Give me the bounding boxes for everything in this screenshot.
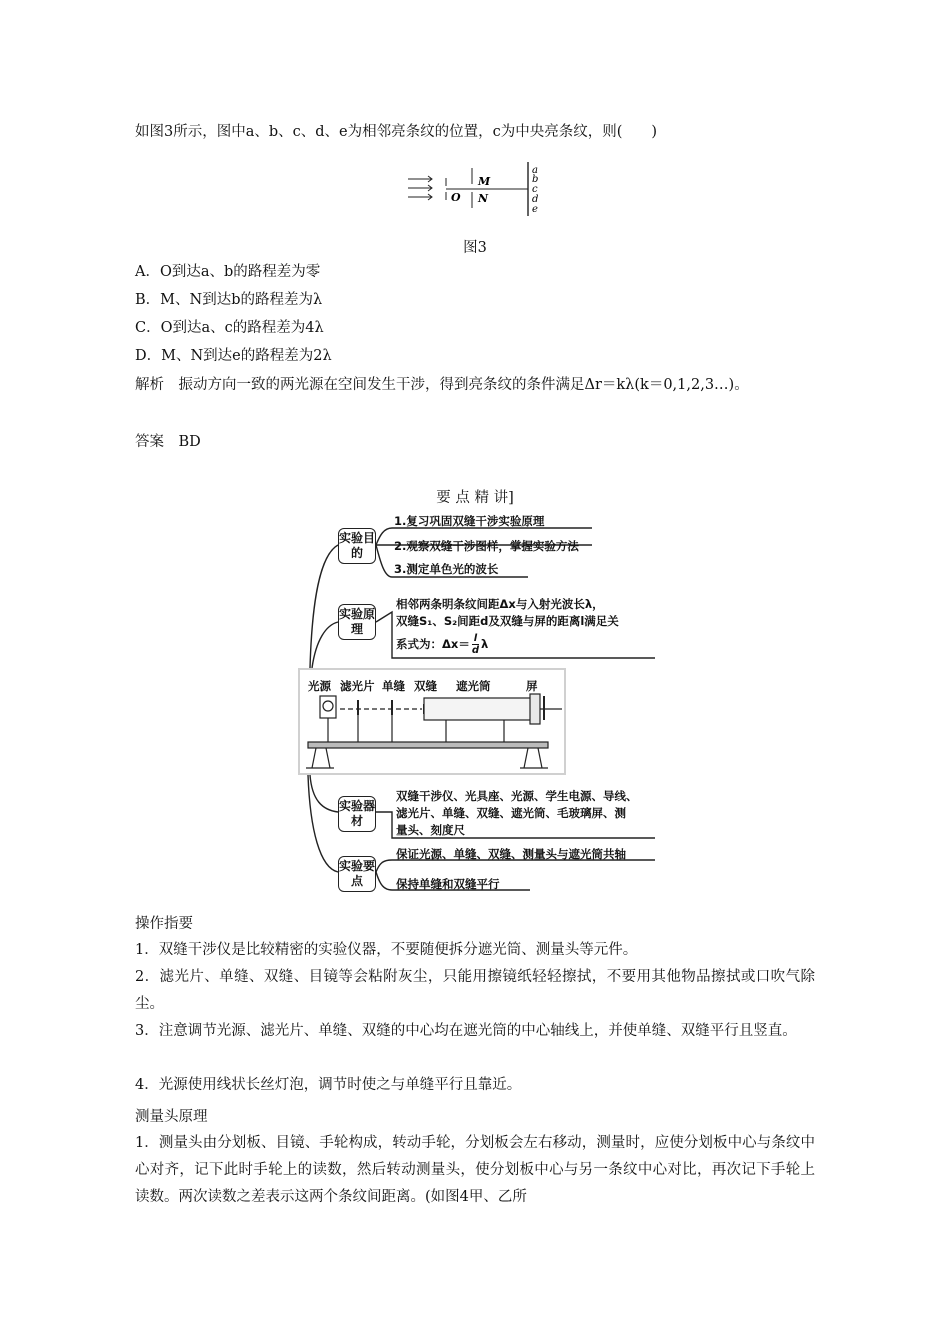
- equipment-line-2: 滤光片、单缝、双缝、遮光筒、毛玻璃屏、测: [396, 806, 626, 820]
- principle-line-1: 相邻两条明条纹间距Δx与入射光波长λ，: [396, 597, 604, 611]
- figure-label-n: N: [478, 192, 489, 205]
- figure-caption: 图3: [463, 240, 487, 256]
- label-single-slit: 单缝: [382, 679, 405, 693]
- operation-title: 操作指要: [135, 916, 193, 932]
- purpose-item-2: 2.观察双缝干涉图样，掌握实验方法: [394, 539, 579, 553]
- mindmap-node-equipment: 实验器材: [338, 796, 376, 832]
- mindmap-node-keypoints: 实验要点: [338, 856, 376, 892]
- measurement-item-1: 1．测量头由分划板、目镜、手轮构成，转动手轮，分划板会左右移动，测量时，应使分划板中心与条纹中心对齐，记下此时手轮上的读数，然后转动测量头，使分划板中心与另一条纹中心对比，再次记下手轮上读数。两次读数之差表示这两个条纹间距离。(如图4甲、乙所: [135, 1135, 815, 1205]
- equipment-line-1: 双缝干涉仪、光具座、光源、学生电源、导线、: [396, 789, 638, 803]
- label-screen: 屏: [526, 679, 538, 693]
- formula-numerator: l: [473, 633, 478, 644]
- label-filter: 滤光片: [340, 679, 375, 693]
- operation-item-3: 3．注意调节光源、滤光片、单缝、双缝的中心均在遮光筒的中心轴线上，并使单缝、双缝平行且竖直。: [135, 1023, 797, 1039]
- mindmap-node-principle: 实验原理: [338, 604, 376, 640]
- operation-item-2: 2．滤光片、单缝、双缝、目镜等会粘附灰尘，只能用擦镜纸轻轻擦拭，不要用其他物品擦拭或口吹气除尘。: [135, 969, 815, 1012]
- measurement-title: 测量头原理: [135, 1109, 208, 1125]
- apparatus-diagram: [298, 668, 566, 775]
- equipment-line-3: 量头、刻度尺: [396, 823, 465, 837]
- label-double-slit: 双缝: [414, 679, 437, 693]
- keypoint-2: 保持单缝和双缝平行: [396, 877, 500, 891]
- question-stem: 如图3所示，图中a、b、c、d、e为相邻亮条纹的位置，c为中央亮条纹，则( ): [135, 124, 658, 140]
- principle-formula-prefix: 系式为：Δx＝: [396, 637, 470, 651]
- principle-formula: [396, 633, 488, 656]
- principle-line-2: 双缝S₁、S₂间距d及双缝与屏的距离l满足关: [396, 614, 619, 628]
- mindmap-node-purpose: 实验目的: [338, 528, 376, 564]
- purpose-item-3: 3.测定单色光的波长: [394, 562, 499, 576]
- figure-label-o: O: [451, 191, 461, 204]
- keypoint-1: 保证光源、单缝、双缝、测量头与遮光筒共轴: [396, 847, 626, 861]
- option-d: D．M、N到达e的路程差为2λ: [135, 348, 332, 364]
- analysis: 解析 振动方向一致的两光源在空间发生干涉，得到亮条纹的条件满足Δr＝kλ(k＝0,1,2,3…)。: [135, 377, 749, 393]
- option-c: C．O到达a、c的路程差为4λ: [135, 320, 324, 336]
- option-a: A．O到达a、b的路程差为零: [135, 264, 321, 280]
- figure-label-b: b: [532, 174, 539, 185]
- figure-label-d: d: [532, 194, 539, 205]
- formula-denominator: d: [471, 645, 479, 656]
- label-light-source: 光源: [308, 679, 331, 693]
- purpose-item-1: 1.复习巩固双缝干涉实验原理: [394, 514, 545, 528]
- operation-item-1: 1．双缝干涉仪是比较精密的实验仪器，不要随便拆分遮光筒、测量头等元件。: [135, 942, 638, 958]
- figure-label-a: a: [532, 165, 538, 176]
- option-b: B．M、N到达b的路程差为λ: [135, 292, 323, 308]
- label-tube: 遮光筒: [456, 679, 491, 693]
- figure-label-m: M: [478, 175, 491, 188]
- operation-item-4: 4．光源使用线状长丝灯泡，调节时使之与单缝平行且靠近。: [135, 1077, 522, 1093]
- figure-label-c: c: [532, 184, 538, 195]
- section-title: 要 点 精 讲]: [436, 490, 514, 506]
- answer: 答案 BD: [135, 434, 201, 450]
- formula-lambda: λ: [481, 637, 489, 651]
- figure-label-e: e: [532, 204, 538, 215]
